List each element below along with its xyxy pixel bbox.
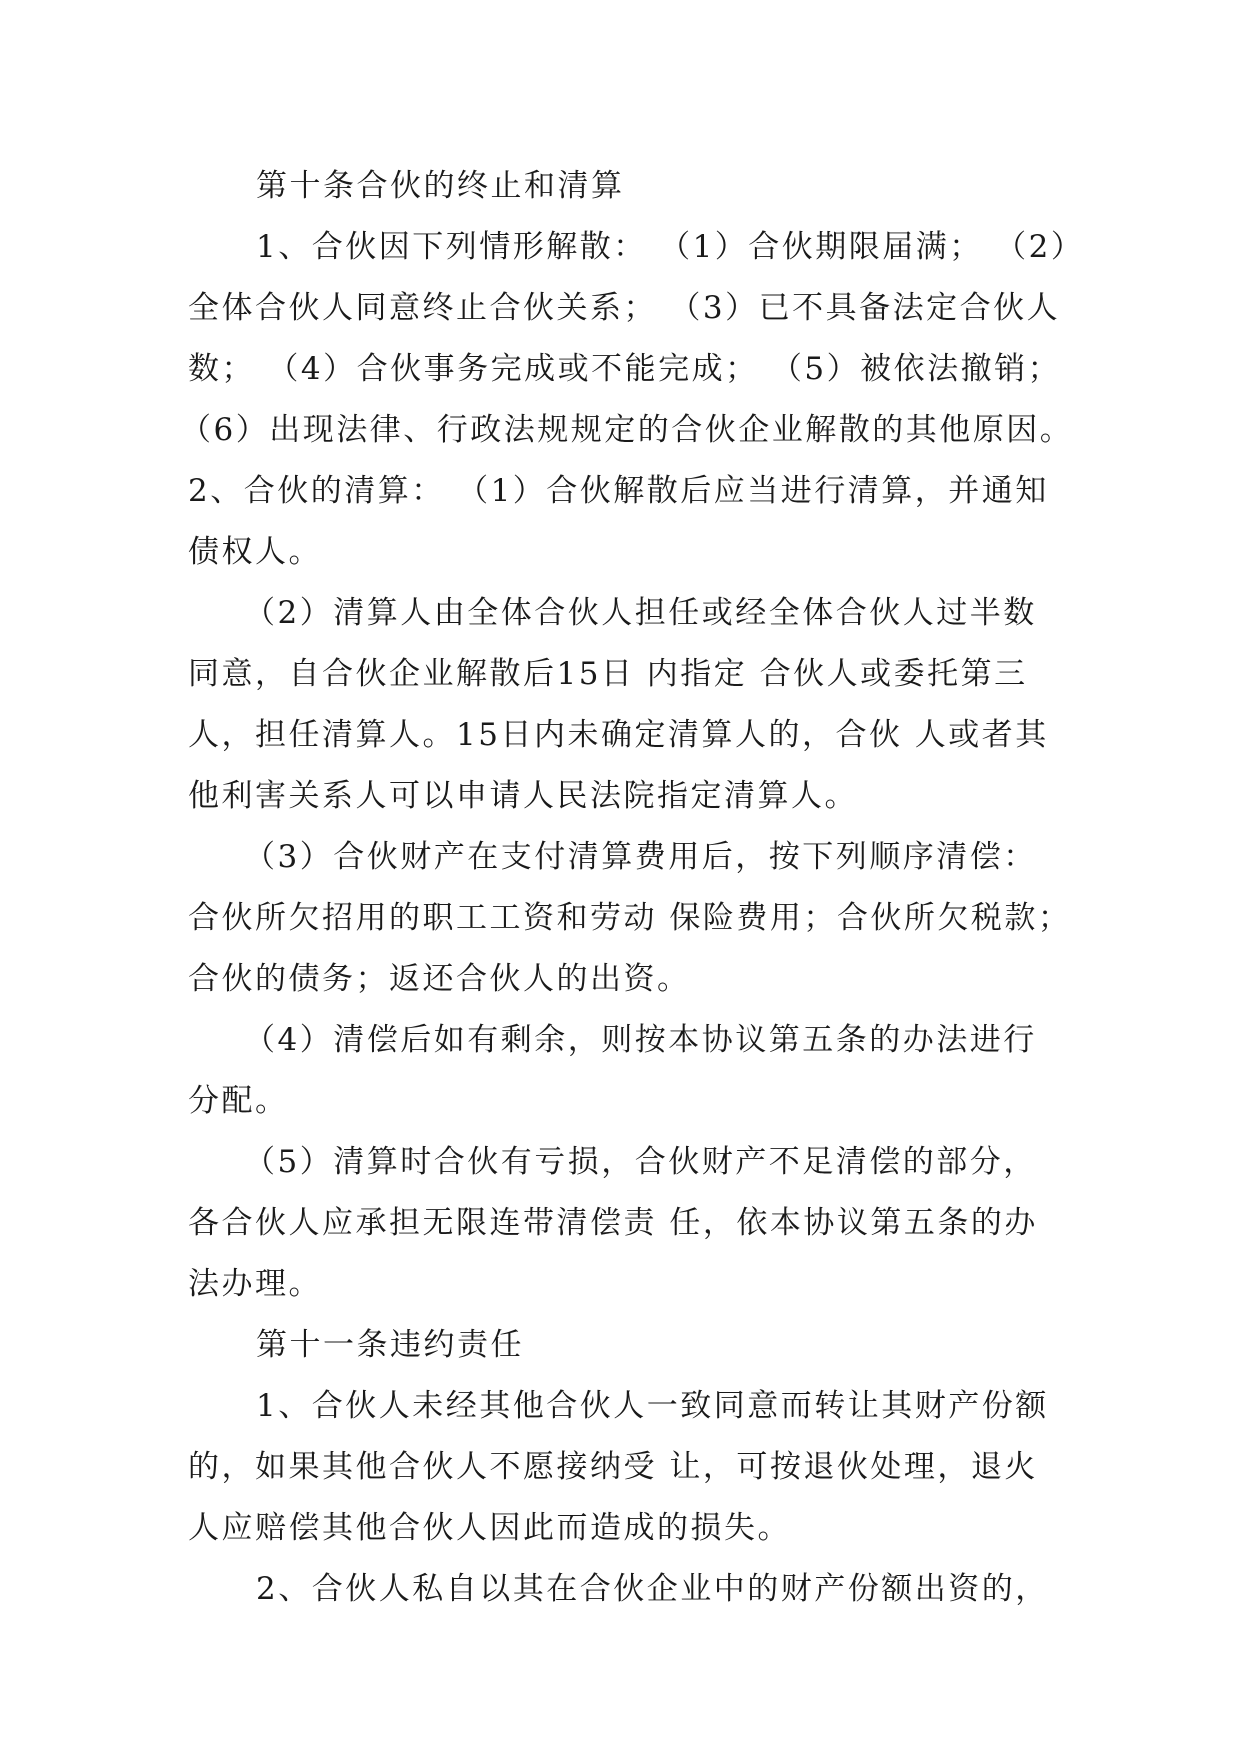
paragraph-line: 人应赔偿其他合伙人因此而造成的损失。 — [188, 1510, 791, 1546]
paragraph-line: 合伙的债务；返还合伙人的出资。 — [188, 961, 691, 997]
paragraph-line: （4）清偿后如有剩余，则按本协议第五条的办法进行 — [244, 1022, 1037, 1058]
paragraph-line: 法办理。 — [188, 1266, 322, 1302]
paragraph-line: 分配。 — [188, 1083, 289, 1119]
paragraph-line: 人，担任清算人。15日内未确定清算人的，合伙 人或者其 — [188, 717, 1049, 753]
paragraph-line: 债权人。 — [188, 534, 322, 570]
paragraph-line: （2）清算人由全体合伙人担任或经全体合伙人过半数 — [244, 595, 1037, 631]
paragraph-line: 的，如果其他合伙人不愿接纳受 让，可按退伙处理，退火 — [188, 1449, 1038, 1485]
paragraph-line: 他利害关系人可以申请人民法院指定清算人。 — [188, 778, 858, 814]
paragraph-line: 数； （4）合伙事务完成或不能完成； （5）被依法撤销； — [188, 351, 1062, 387]
paragraph-line: 同意，自合伙企业解散后15日 内指定 合伙人或委托第三 — [188, 656, 1028, 692]
article-10-heading: 第十条合伙的终止和清算 — [256, 168, 625, 204]
paragraph-line: （5）清算时合伙有亏损，合伙财产不足清偿的部分， — [244, 1144, 1037, 1180]
paragraph-line: 1、合伙因下列情形解散： （1）合伙期限届满； （2） — [256, 229, 1085, 265]
paragraph-line: 1、合伙人未经其他合伙人一致同意而转让其财产份额 — [256, 1388, 1049, 1424]
paragraph-line: 2、合伙人私自以其在合伙企业中的财产份额出资的， — [256, 1571, 1049, 1607]
paragraph-line: 全体合伙人同意终止合伙关系； （3）已不具备法定合伙人 — [188, 290, 1061, 326]
paragraph-line: （6）出现法律、行政法规规定的合伙企业解散的其他原因。 — [180, 412, 1074, 448]
paragraph-line: 2、合伙的清算： （1）合伙解散后应当进行清算，并通知 — [188, 473, 1049, 509]
article-11-heading: 第十一条违约责任 — [256, 1327, 524, 1363]
paragraph-line: （3）合伙财产在支付清算费用后，按下列顺序清偿： — [244, 839, 1037, 875]
paragraph-line: 合伙所欠招用的职工工资和劳动 保险费用；合伙所欠税款； — [188, 900, 1072, 936]
paragraph-line: 各合伙人应承担无限连带清偿责 任，依本协议第五条的办 — [188, 1205, 1038, 1241]
